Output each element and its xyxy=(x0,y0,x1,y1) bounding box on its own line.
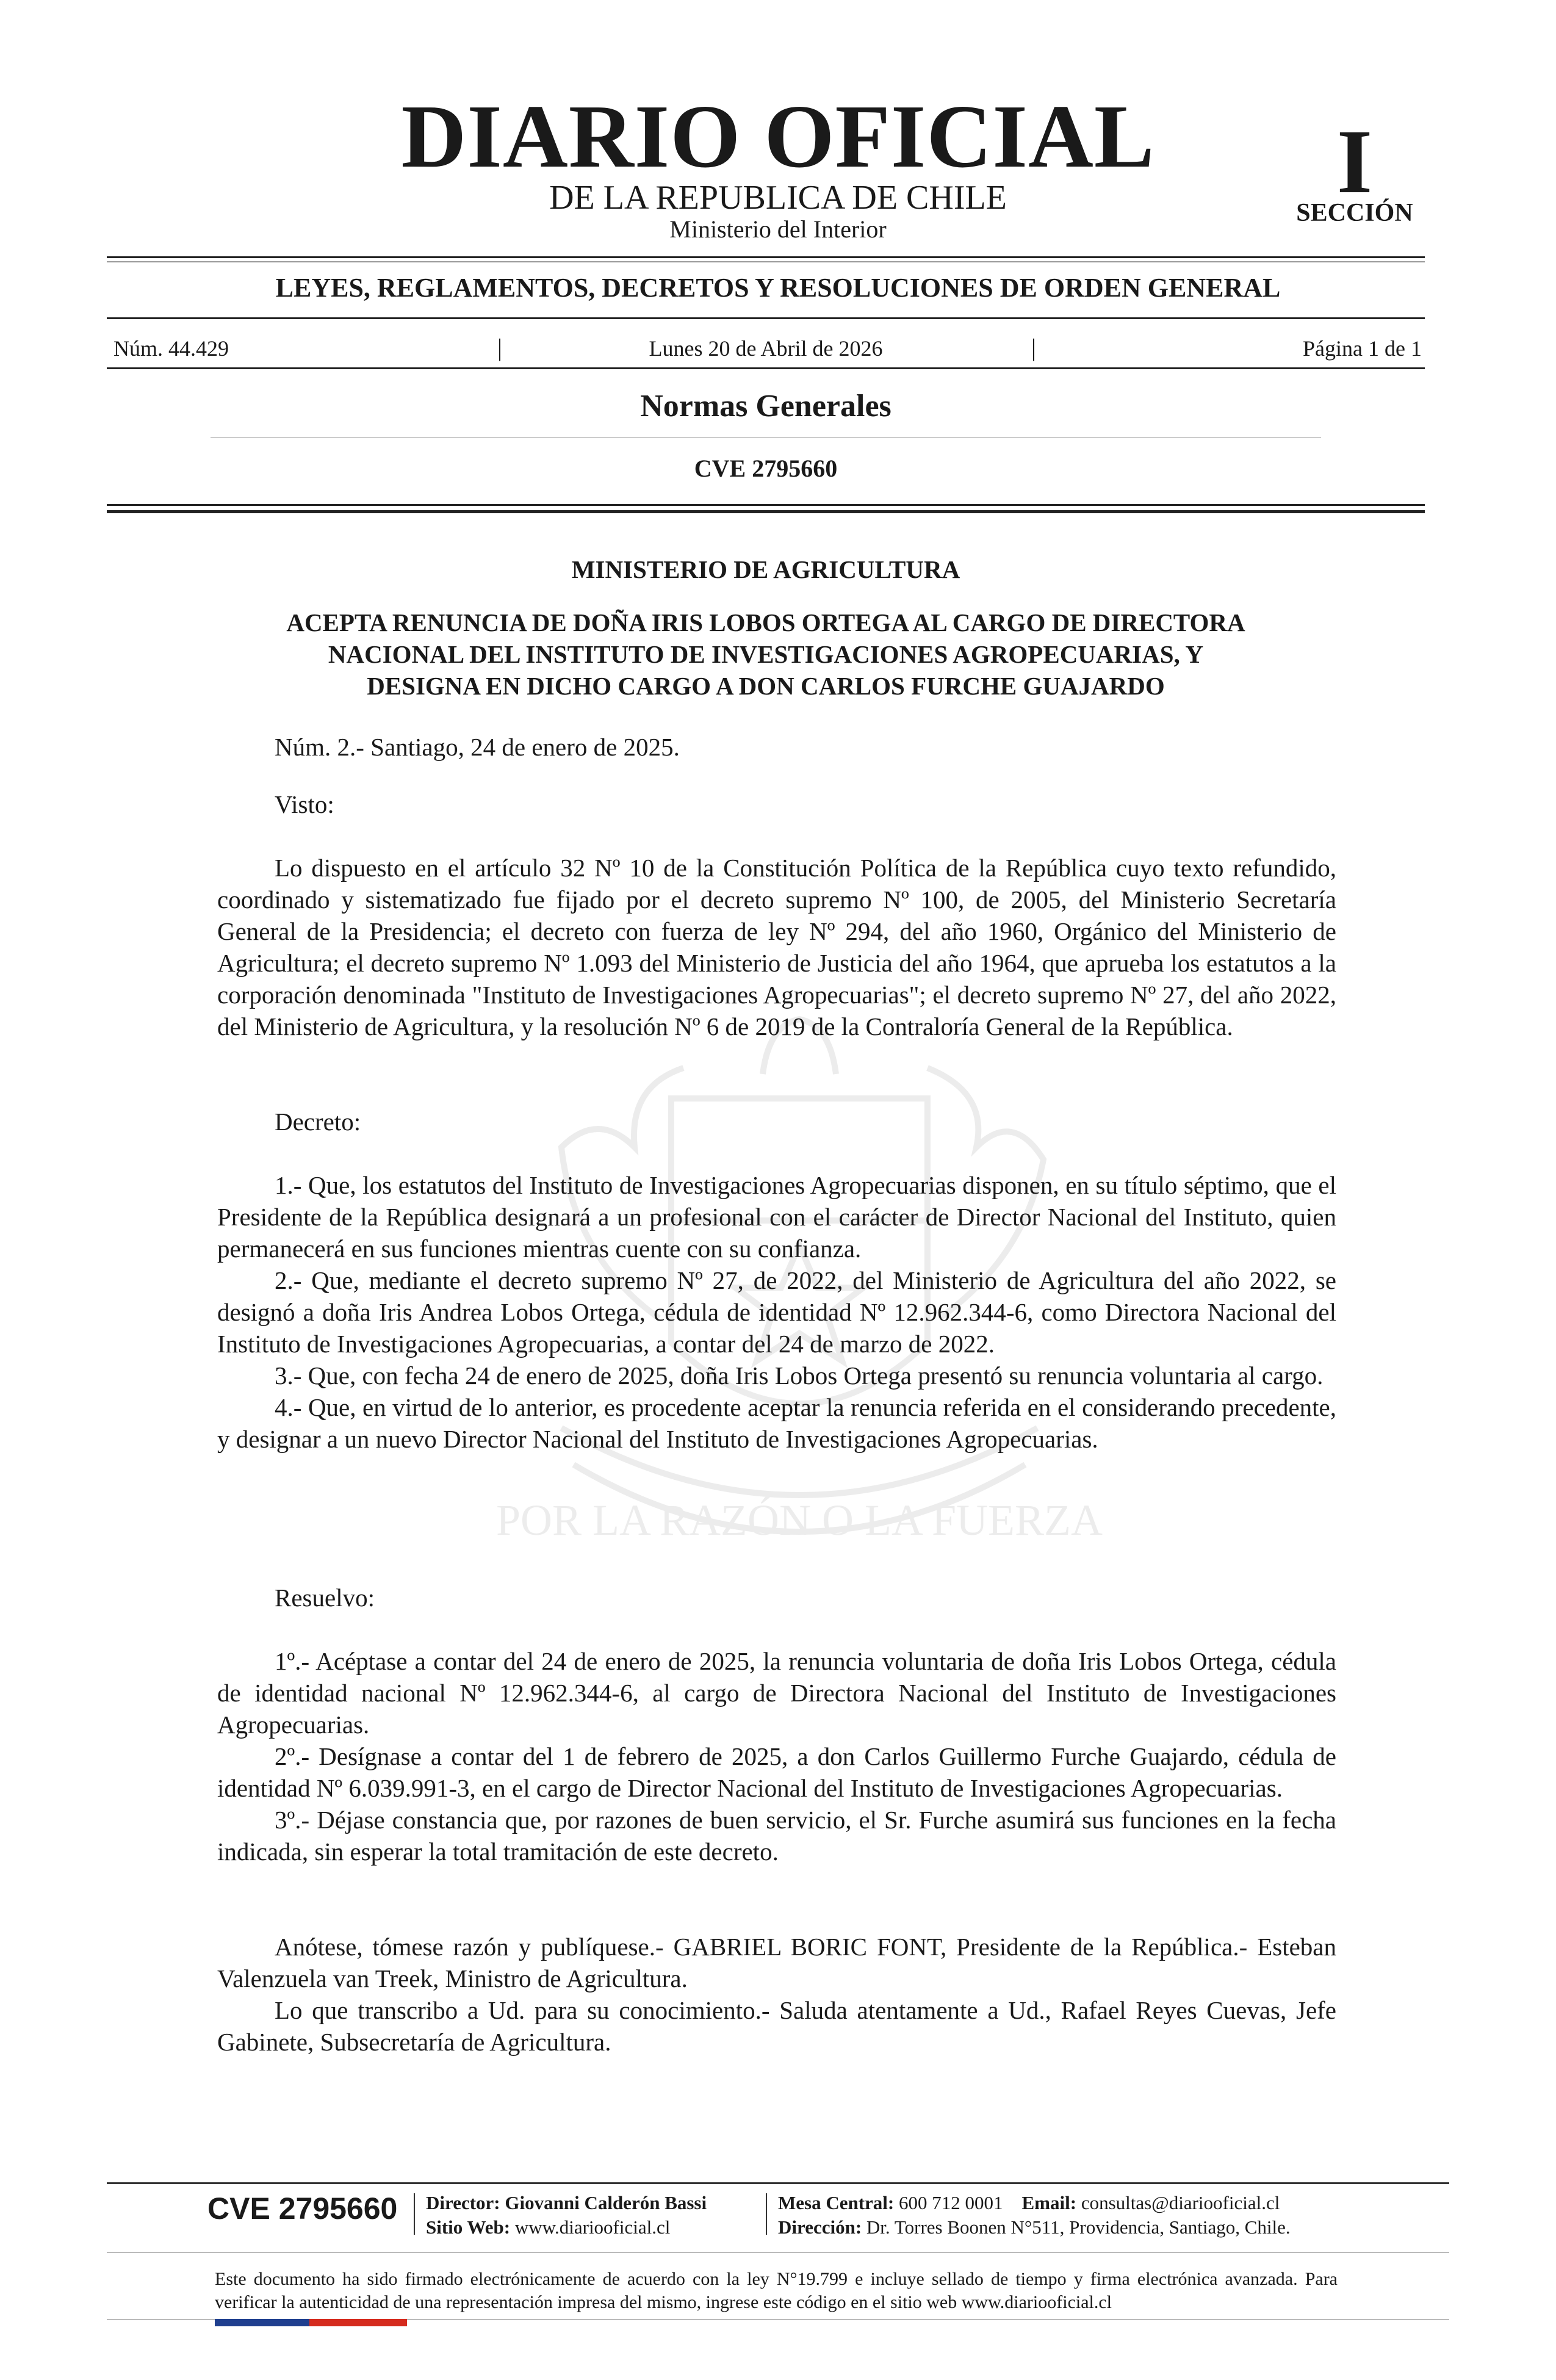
phone-number: 600 712 0001 xyxy=(899,2192,1003,2213)
email-label: Email: xyxy=(1021,2192,1077,2213)
category-heading: LEYES, REGLAMENTOS, DECRETOS Y RESOLUCIONES DE ORDEN GENERAL xyxy=(275,273,1281,303)
section-label: SECCIÓN xyxy=(1296,199,1413,227)
closing-paragraph: Lo que transcribo a Ud. para su conocimiento.- Saluda atentamente a Ud., Rafael Reyes Cuevas, Jefe Gabinete, Subsecretaría de Agricultura. xyxy=(217,1996,1336,2056)
website-link[interactable]: www.diariooficial.cl xyxy=(514,2216,671,2238)
flag-stripe-red xyxy=(309,2319,407,2326)
newspaper-title: DIARIO OFICIAL xyxy=(401,87,1155,187)
footer-cve-code: CVE 2795660 xyxy=(207,2191,398,2226)
header-divider-2 xyxy=(107,261,1425,262)
header-divider-1 xyxy=(107,256,1425,258)
resuelvo-section xyxy=(217,1645,1336,1867)
resuelvo-paragraph: 1º.- Acéptase a contar del 24 de enero de 2025, la renuncia voluntaria de doña Iris Lobos Ortega, cédula de identidad nacional Nº 12.962.344-6, al cargo de Directora Nacional del Instituto de Investigaciones Agropecuarias. xyxy=(217,1647,1336,1739)
resuelvo-paragraph: 3º.- Déjase constancia que, por razones de buen servicio, el Sr. Furche asumirá sus funciones en la fecha indicada, sin esperar la total tramitación de este decreto. xyxy=(217,1806,1336,1866)
footer-phone-email xyxy=(778,2191,1400,2215)
considerando-paragraph: 2.- Que, mediante el decreto supremo Nº 27, de 2022, del Ministerio de Agricultura del año 2022, se designó a doña Iris Andrea Lobos Ortega, cédula de identidad Nº 12.962.344-6, como Directora Nacional del Instituto de Investigaciones Agropecuarias, a contar del 24 de marzo de 2022. xyxy=(217,1266,1336,1358)
newspaper-subtitle: DE LA REPUBLICA DE CHILE xyxy=(549,179,1007,217)
footer-director xyxy=(426,2191,768,2215)
footer-signature-note: Este documento ha sido firmado electrónicamente de acuerdo con la ley N°19.799 e incluye sellado de tiempo y firma electrónica avanzada. Para verificar la autenticidad de una representación impresa del mismo, ingrese este código en el sitio web www.diariooficial.cl xyxy=(215,2269,1338,2312)
body-divider-2 xyxy=(107,510,1425,513)
visto-section xyxy=(217,852,1336,1042)
issue-separator: | xyxy=(1031,334,1037,361)
issue-number: Núm. 44.429 xyxy=(113,336,229,361)
closing-section xyxy=(217,1931,1336,2058)
header-ministry: Ministerio del Interior xyxy=(669,215,887,243)
director-label: Director: xyxy=(426,2192,500,2213)
address-value: Dr. Torres Boonen N°511, Providencia, Santiago, Chile. xyxy=(866,2216,1291,2238)
issue-separator: | xyxy=(497,334,503,361)
document-title xyxy=(201,607,1330,702)
visto-label-block xyxy=(217,788,1336,820)
footer-divider xyxy=(107,2182,1449,2184)
decreto-label-block xyxy=(217,1106,1336,1138)
document-ministry: MINISTERIO DE AGRICULTURA xyxy=(571,555,960,583)
considerando-paragraph: 1.- Que, los estatutos del Instituto de Investigaciones Agropecuarias disponen, en su título séptimo, que el Presidente de la República designará a un profesional con el carácter de Director Nacional del Instituto, quien permanecerá en sus funciones mientras cuente con su confianza. xyxy=(217,1171,1336,1263)
footer-divider-2 xyxy=(107,2252,1449,2253)
document-number-date-block xyxy=(217,731,1336,763)
section-underline xyxy=(211,437,1321,438)
closing-paragraph: Anótese, tómese razón y publíquese.- GABRIEL BORIC FONT, Presidente de la República.- Esteban Valenzuela van Treek, Ministro de Agricultura. xyxy=(217,1933,1336,1992)
decreto-label: Decreto: xyxy=(275,1108,361,1136)
watermark-motto: POR LA RAZÓN O LA FUERZA xyxy=(495,1496,1103,1545)
issue-divider xyxy=(107,367,1425,369)
website-label: Sitio Web: xyxy=(426,2216,511,2238)
resuelvo-label: Resuelvo: xyxy=(275,1584,375,1612)
email-link[interactable]: consultas@diariooficial.cl xyxy=(1081,2192,1280,2213)
footer-separator xyxy=(414,2193,415,2235)
visto-paragraph: Lo dispuesto en el artículo 32 Nº 10 de la Constitución Política de la República cuyo texto refundido, coordinado y sistematizado fue fijado por el decreto supremo Nº 100, de 2005, del Ministerio Secretaría General de la Presidencia; el decreto con fuerza de ley Nº 294, del año 1960, Orgánico del Ministerio de Agricultura; el decreto supremo Nº 1.093 del Ministerio de Justicia del año 1964, que aprueba los estatutos a la corporación denominada "Instituto de Investigaciones Agropecuarias"; el decreto supremo Nº 27, del año 2022, del Ministerio de Agricultura, y la resolución Nº 6 de 2019 de la Contraloría General de la República. xyxy=(217,854,1336,1040)
issue-date: Lunes 20 de Abril de 2026 xyxy=(649,336,883,361)
section-heading: Normas Generales xyxy=(640,389,891,424)
resuelvo-label-block xyxy=(217,1582,1336,1614)
footer-separator xyxy=(766,2193,767,2235)
footer-director-block xyxy=(426,2191,768,2240)
flag-stripe-blue xyxy=(215,2319,309,2326)
director-name: Giovanni Calderón Bassi xyxy=(505,2192,707,2213)
category-divider xyxy=(107,317,1425,319)
document-title-line: DESIGNA EN DICHO CARGO A DON CARLOS FURCHE GUAJARDO xyxy=(367,672,1165,700)
footer-contact-block xyxy=(778,2191,1400,2240)
cve-code: CVE 2795660 xyxy=(694,455,838,482)
address-label: Dirección: xyxy=(778,2216,862,2238)
document-title-line: ACEPTA RENUNCIA DE DOÑA IRIS LOBOS ORTEGA AL CARGO DE DIRECTORA xyxy=(286,608,1245,636)
body-divider-1 xyxy=(107,504,1425,506)
considerando-paragraph: 3.- Que, con fecha 24 de enero de 2025, doña Iris Lobos Ortega presentó su renuncia voluntaria al cargo. xyxy=(275,1361,1324,1390)
footer-website xyxy=(426,2215,768,2240)
footer-address xyxy=(778,2215,1400,2240)
page-indicator: Página 1 de 1 xyxy=(1303,336,1422,361)
document-title-line: NACIONAL DEL INSTITUTO DE INVESTIGACIONES AGROPECUARIAS, Y xyxy=(328,640,1204,668)
phone-label: Mesa Central: xyxy=(778,2192,895,2213)
resuelvo-paragraph: 2º.- Desígnase a contar del 1 de febrero de 2025, a don Carlos Guillermo Furche Guajardo, cédula de identidad Nº 6.039.991-3, en el cargo de Director Nacional del Instituto de Investigaciones Agropecuarias. xyxy=(217,1742,1336,1802)
section-number: I xyxy=(1336,111,1373,212)
document-number-date: Núm. 2.- Santiago, 24 de enero de 2025. xyxy=(275,733,680,761)
visto-label: Visto: xyxy=(275,790,334,818)
considerando-paragraph: 4.- Que, en virtud de lo anterior, es procedente aceptar la renuncia referida en el considerando precedente, y designar a un nuevo Director Nacional del Instituto de Investigaciones Agropecuarias. xyxy=(217,1393,1336,1453)
considerandos-section xyxy=(217,1169,1336,1455)
